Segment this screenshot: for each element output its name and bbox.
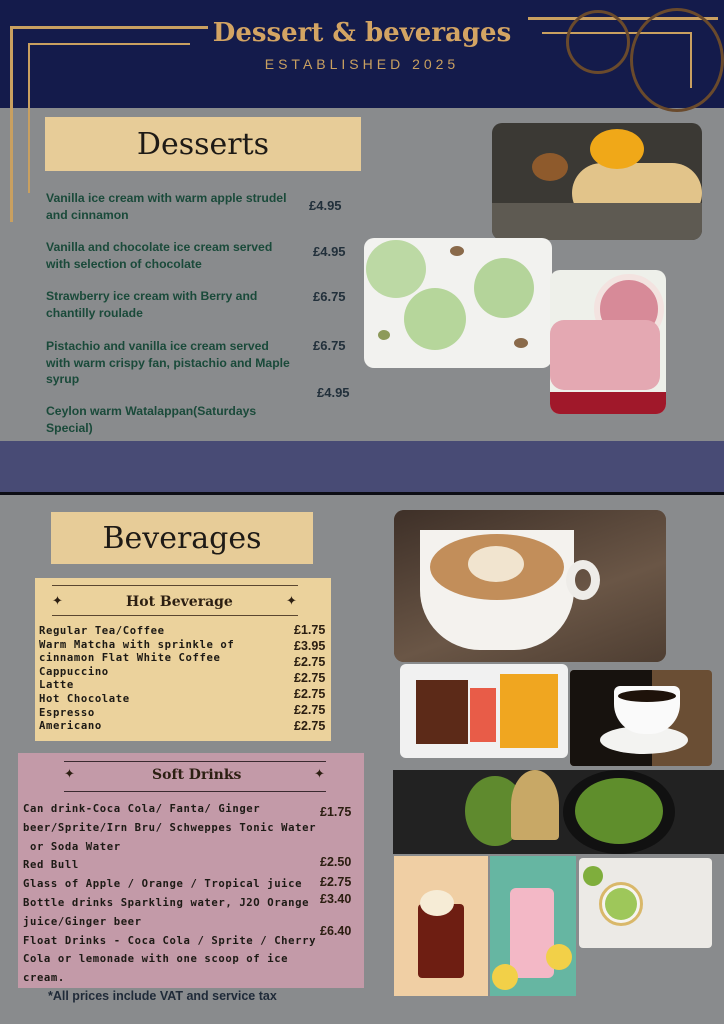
roulade-slice-shape xyxy=(550,320,660,390)
dessert-item-price: £6.75 xyxy=(313,289,346,304)
hot-beverage-item: Warm Matcha with sprinkle of xyxy=(39,638,235,651)
beverages-heading: Beverages xyxy=(51,512,313,564)
glass-shape xyxy=(500,674,558,748)
hot-beverage-item: Hot Chocolate xyxy=(39,692,130,705)
desserts-heading: Desserts xyxy=(45,117,361,171)
hot-beverage-prices xyxy=(294,622,325,734)
soft-drink-price: £6.40 xyxy=(320,924,352,938)
hot-beverage-item: cinnamon Flat White Coffee xyxy=(39,652,221,665)
soft-drink-line: Float Drinks - Coca Cola / Sprite / Cherry xyxy=(23,934,317,947)
soft-drink-line: cream. xyxy=(23,972,65,985)
hot-beverage-item: Americano xyxy=(39,720,102,733)
soft-drink-price: £2.75 xyxy=(320,875,352,889)
soft-drink-line: Glass of Apple / Orange / Tropical juice xyxy=(23,878,303,891)
iced-drinks-photo xyxy=(400,664,568,758)
whisk-shape xyxy=(511,770,559,840)
page-subtitle: ESTABLISHED 2025 xyxy=(264,56,460,72)
plate-shape xyxy=(550,392,666,414)
soft-drink-line: Cola or lemonade with one scoop of ice xyxy=(23,953,289,966)
berry-roulade-photo xyxy=(550,270,666,414)
matcha-tea-shape xyxy=(575,778,663,844)
cup-handle-shape xyxy=(566,560,600,600)
star-icon: ✦ xyxy=(64,767,75,782)
dessert-item-price: £4.95 xyxy=(313,244,346,259)
dessert-item-name: Ceylon warm Watalappan(Saturdays Special) xyxy=(46,404,257,435)
panel-rule xyxy=(52,615,298,616)
ice-cream-scoop-shape xyxy=(404,288,466,350)
orange-slice-shape xyxy=(590,129,644,169)
hot-beverage-item: Espresso xyxy=(39,706,95,719)
pink-lemonade-photo xyxy=(490,856,576,996)
cola-float-photo xyxy=(394,856,488,996)
dessert-item-price: £4.95 xyxy=(309,198,342,213)
latte-photo xyxy=(394,510,666,662)
panel-rule xyxy=(52,585,298,586)
soft-drink-line: Can drink-Coca Cola/ Fanta/ Ginger xyxy=(23,803,261,815)
espresso-photo xyxy=(570,670,712,766)
ice-cream-scoop-shape xyxy=(366,240,426,298)
dessert-item-name: Vanilla ice cream with warm apple strudel and cinnamon xyxy=(46,191,287,222)
apple-strudel-photo xyxy=(492,123,702,240)
walnut-shape xyxy=(532,153,568,181)
soft-drink-line: Bottle drinks Sparkling water, J2O Orange xyxy=(23,896,310,909)
matcha-bowl-shape xyxy=(583,866,603,886)
soft-drink-price: £1.75 xyxy=(320,805,352,819)
ice-cream-scoop-shape xyxy=(420,890,454,916)
pistachio-nut-shape xyxy=(378,330,390,340)
hot-beverage-price: £2.75 xyxy=(294,655,326,669)
soft-drink-line: or Soda Water xyxy=(23,840,121,853)
star-icon: ✦ xyxy=(286,594,297,609)
section-divider-band xyxy=(0,441,724,493)
matcha-whisk-photo xyxy=(393,770,724,854)
hot-beverage-title: Hot Beverage xyxy=(126,594,233,610)
pistachio-ice-cream-photo xyxy=(364,238,552,368)
panel-rule xyxy=(64,791,326,792)
dessert-item-name: Vanilla and chocolate ice cream served with selection of chocolate xyxy=(46,240,273,271)
hot-beverage-item: Latte xyxy=(39,679,74,692)
hot-beverage-price: £2.75 xyxy=(294,671,326,685)
panel-rule xyxy=(64,761,326,762)
hot-beverage-price: £3.95 xyxy=(294,639,326,653)
lemon-shape xyxy=(492,964,518,990)
dessert-item-name: Strawberry ice cream with Berry and chantilly roulade xyxy=(46,289,258,320)
glass-shape xyxy=(470,688,496,742)
glass-shape xyxy=(416,680,468,744)
hot-beverage-price: £2.75 xyxy=(294,703,326,717)
soft-drink-price: £3.40 xyxy=(320,892,352,906)
lemon-shape xyxy=(546,944,572,970)
dessert-item-price: £4.95 xyxy=(317,385,350,400)
dessert-item-name: Pistachio and vanilla ice cream served with warm crispy fan, pistachio and Maple syrup xyxy=(46,339,290,386)
soft-drink-line: juice/Ginger beer xyxy=(23,915,142,928)
hot-beverage-item: Regular Tea/Coffee xyxy=(39,625,165,637)
soft-drink-line: beer/Sprite/Irn Bru/ Schweppes Tonic Water xyxy=(23,821,317,834)
ice-cream-scoop-shape xyxy=(474,258,534,318)
hot-beverage-list xyxy=(39,625,289,734)
soft-drink-line: Red Bull xyxy=(23,859,79,872)
dessert-item-price: £6.75 xyxy=(313,338,346,353)
hot-beverage-price: £2.75 xyxy=(294,687,326,701)
pistachio-nut-shape xyxy=(514,338,528,348)
hot-beverage-item: Cappuccino xyxy=(39,665,109,678)
divider-line xyxy=(0,492,724,495)
vat-footnote: *All prices include VAT and service tax xyxy=(48,989,277,1003)
soft-drinks-list xyxy=(23,800,323,988)
matcha-latte-photo xyxy=(579,858,712,948)
matcha-surface-shape xyxy=(605,888,637,920)
pistachio-nut-shape xyxy=(450,246,464,256)
page-title: Dessert & beverages xyxy=(212,18,512,48)
coffee-surface-shape xyxy=(618,690,676,702)
soft-drink-price: £2.50 xyxy=(320,855,352,869)
soft-drinks-title: Soft Drinks xyxy=(152,767,242,783)
foam-heart-shape xyxy=(468,546,524,582)
hot-beverage-price: £1.75 xyxy=(294,623,326,637)
hot-beverage-price: £2.75 xyxy=(294,719,326,733)
star-icon: ✦ xyxy=(52,594,63,609)
star-icon: ✦ xyxy=(314,767,325,782)
sugar-dust-shape xyxy=(492,203,702,240)
